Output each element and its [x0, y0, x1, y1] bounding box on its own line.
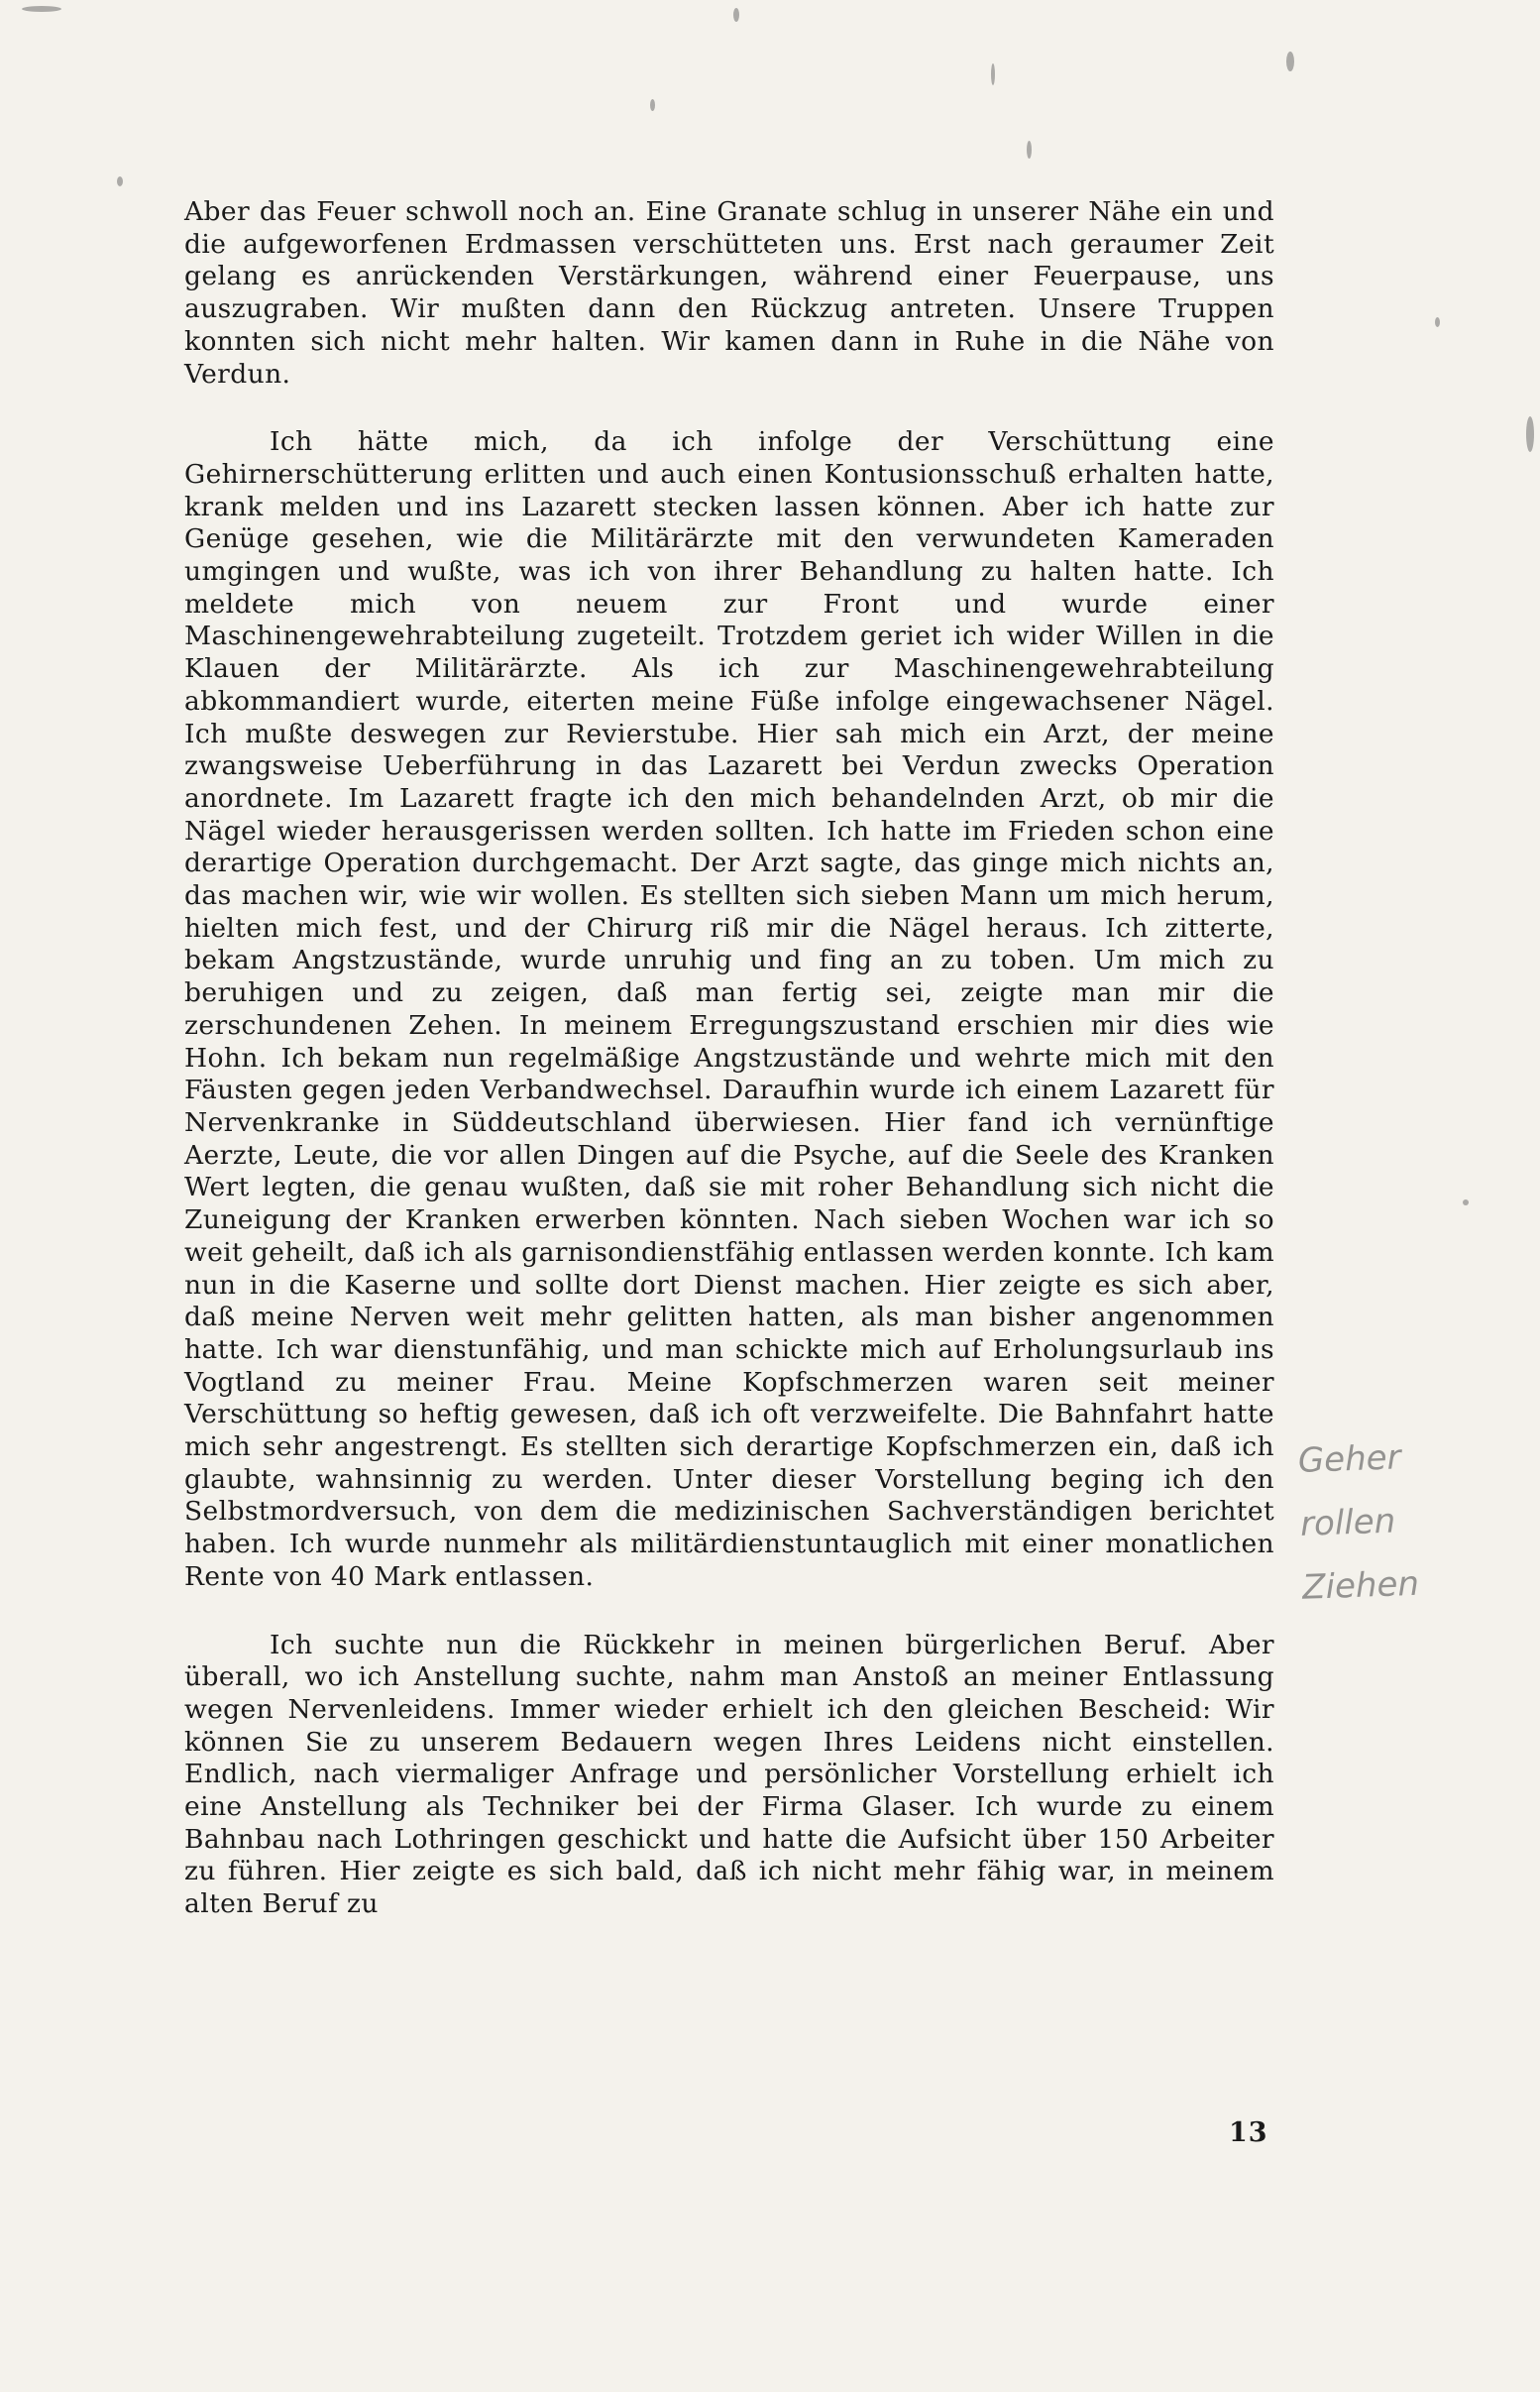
scan-speck	[117, 176, 123, 186]
handwritten-margin-note	[1297, 1422, 1522, 1620]
paragraph: Aber das Feuer schwoll noch an. Eine Granate schlug in unserer Nähe ein und die aufgeworfenen Erdmassen verschütteten uns. Erst nach geraumer Zeit gelang es anrückenden Verstärkungen, während einer Feuerpause, uns auszugraben. Wir mußten dann den Rückzug antreten. Unsere Truppen konnten sich nicht mehr halten. Wir kamen dann in Ruhe in die Nähe von Verdun.	[184, 196, 1274, 390]
scan-speck	[22, 6, 61, 12]
scan-speck	[733, 8, 739, 22]
scan-speck	[650, 99, 655, 111]
margin-note-line: Geher	[1297, 1437, 1402, 1481]
margin-note-line: Ziehen	[1301, 1563, 1420, 1608]
scan-speck	[991, 63, 995, 85]
body-text	[184, 196, 1274, 1957]
paragraph: Ich suchte nun die Rückkehr in meinen bürgerlichen Beruf. Aber überall, wo ich Anstellung suchte, nahm man Anstoß an meiner Entlassung wegen Nervenleidens. Immer wieder erhielt ich den gleichen Bescheid: Wir können Sie zu unserem Bedauern wegen Ihres Leidens nicht einstellen. Endlich, nach viermaliger Anfrage und persönlicher Vorstellung erhielt ich eine Anstellung als Techniker bei der Firma Glaser. Ich wurde zu einem Bahnbau nach Lothringen geschickt und hatte die Aufsicht über 150 Arbeiter zu führen. Hier zeigte es sich bald, daß ich nicht mehr fähig war, in meinem alten Beruf zu	[184, 1629, 1274, 1920]
margin-note-line: rollen	[1299, 1501, 1396, 1544]
scan-speck	[1286, 52, 1294, 71]
scan-speck	[1435, 317, 1440, 327]
scan-speck	[1027, 141, 1032, 159]
scan-speck	[1463, 1199, 1469, 1205]
scan-speck	[1526, 416, 1534, 452]
paragraph: Ich hätte mich, da ich infolge der Verschüttung eine Gehirnerschütterung erlitten und auch einen Kontusionsschuß erhalten hatte, krank melden und ins Lazarett stecken lassen können. Aber ich hatte zur Genüge gesehen, wie die Militärärzte mit den verwundeten Kameraden umgingen und wußte, was ich von ihrer Behandlung zu halten hatte. Ich meldete mich von neuem zur Front und wurde einer Maschinengewehrabteilung zugeteilt. Trotzdem geriet ich wider Willen in die Klauen der Militärärzte. Als ich zur Maschinengewehrabteilung abkommandiert wurde, eiterten meine Füße infolge eingewachsener Nägel. Ich mußte deswegen zur Revierstube. Hier sah mich ein Arzt, der meine zwangsweise Ueberführung in das Lazarett bei Verdun zwecks Operation anordnete. Im Lazarett fragte ich den mich behandelnden Arzt, ob mir die Nägel wieder herausgerissen werden sollten. Ich hatte im Frieden schon eine derartige Operation durchgemacht. Der Arzt sagte, das ginge mich nichts an, das machen wir, wie wir wollen. Es stellten sich sieben Mann um mich herum, hielten mich fest, und der Chirurg riß mir die Nägel heraus. Ich zitterte, bekam Angstzustände, wurde unruhig und fing an zu toben. Um mich zu beruhigen und zu zeigen, daß man fertig sei, zeigte man mir die zerschundenen Zehen. In meinem Erregungszustand erschien mir dies wie Hohn. Ich bekam nun regelmäßige Angstzustände und wehrte mich mit den Fäusten gegen jeden Verbandwechsel. Daraufhin wurde ich einem Lazarett für Nervenkranke in Süddeutschland überwiesen. Hier fand ich vernünftige Aerzte, Leute, die vor allen Dingen auf die Psyche, auf die Seele des Kranken Wert legten, die genau wußten, daß sie mit roher Behandlung sich nicht die Zuneigung der Kranken erwerben könnten. Nach sieben Wochen war ich so weit geheilt, daß ich als garnisondienstfähig entlassen werden konnte. Ich kam nun in die Kaserne und sollte dort Dienst machen. Hier zeigte es sich aber, daß meine Nerven weit mehr gelitten hatten, als man bisher angenommen hatte. Ich war dienstunfähig, und man schickte mich auf Erholungsurlaub ins Vogtland zu meiner Frau. Meine Kopfschmerzen waren seit meiner Verschüttung so heftig gewesen, daß ich oft verzweifelte. Die Bahnfahrt hatte mich sehr angestrengt. Es stellten sich derartige Kopfschmerzen ein, daß ich glaubte, wahnsinnig zu werden. Unter dieser Vorstellung beging ich den Selbstmordversuch, von dem die medizinischen Sachverständigen berichtet haben. Ich wurde nunmehr als militärdienstuntauglich mit einer monatlichen Rente von 40 Mark entlassen.	[184, 426, 1274, 1592]
page-number: 13	[1229, 2117, 1268, 2148]
